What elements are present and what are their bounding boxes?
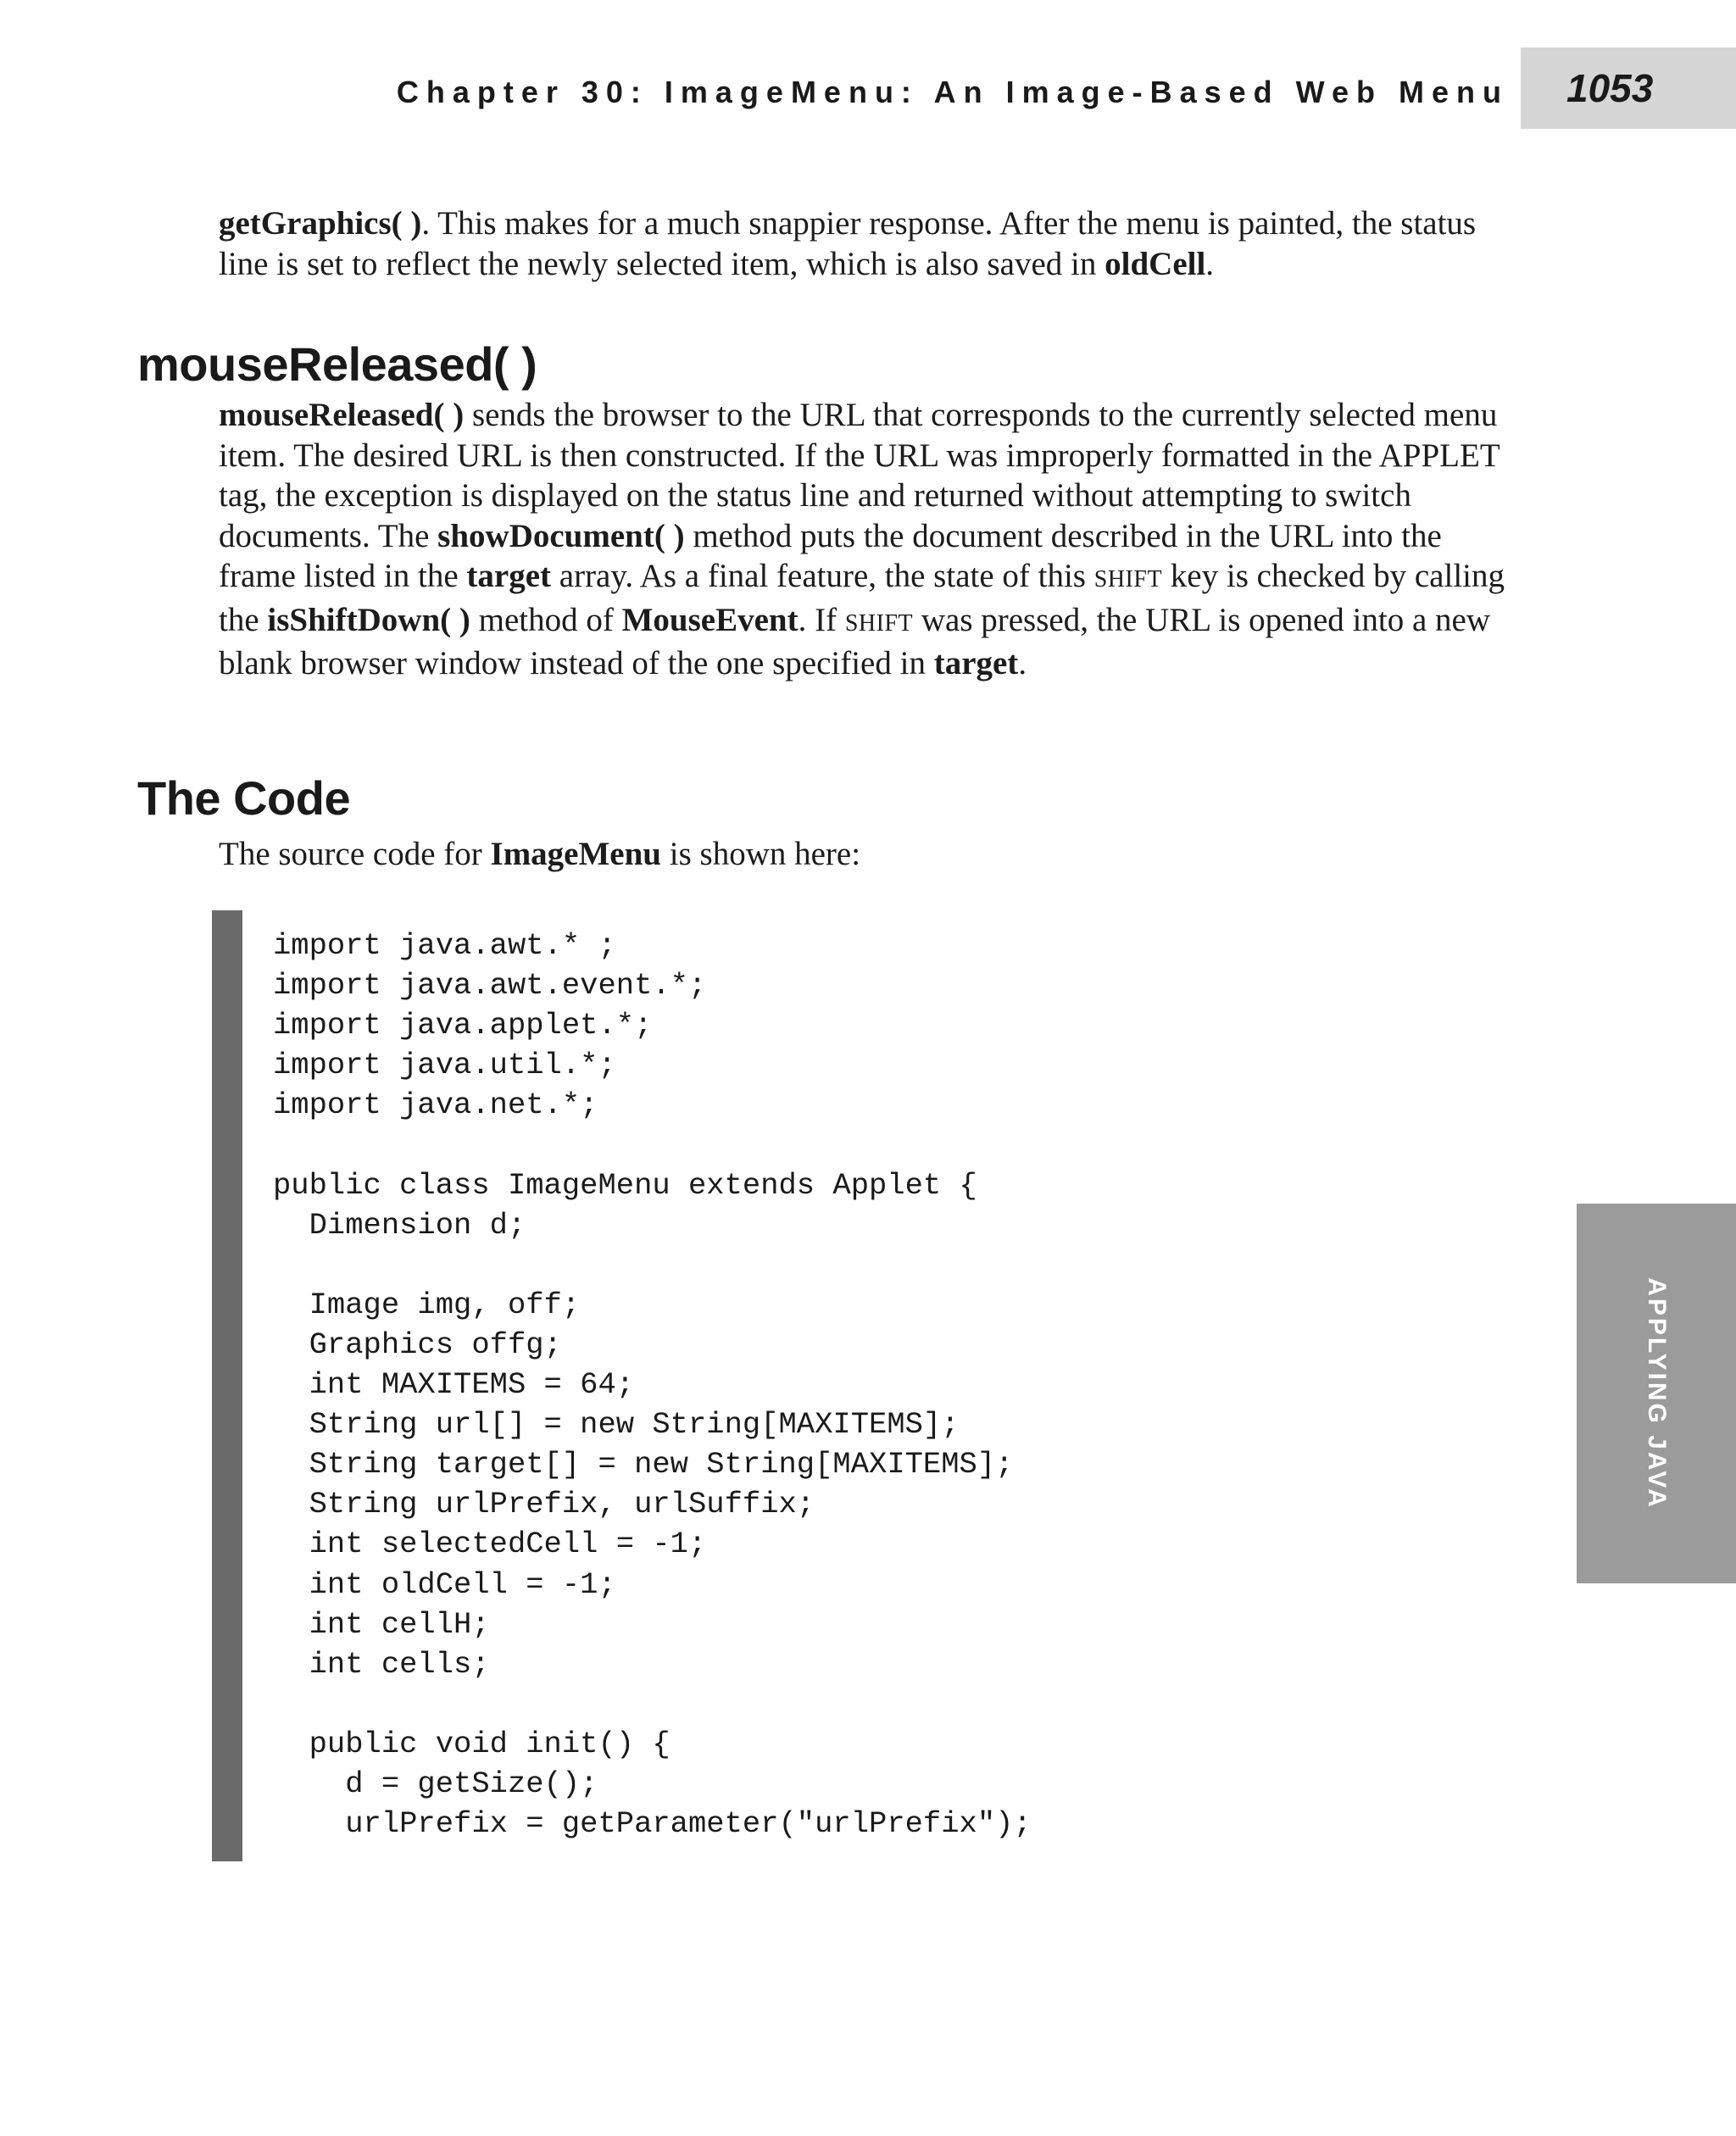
code-line: public class ImageMenu extends Applet { (273, 1167, 977, 1203)
section-heading-the-code: The Code (137, 771, 351, 825)
code-line: Graphics offg; (273, 1327, 562, 1362)
code-listing (273, 926, 1511, 1844)
section-thumb-tab-label: APPLYING JAVA (1643, 1277, 1671, 1510)
code-line: int cellH; (273, 1606, 490, 1642)
code-line: String urlPrefix, urlSuffix; (273, 1487, 815, 1522)
code-line: int cells; (273, 1646, 490, 1682)
code-line (273, 1125, 1511, 1165)
code-line (273, 1684, 1511, 1724)
code-line: int MAXITEMS = 64; (273, 1367, 635, 1403)
code-line: d = getSize(); (273, 1766, 598, 1801)
code-line: String target[] = new String[MAXITEMS]; (273, 1447, 1014, 1482)
mousereleased-paragraph: mouseReleased( ) sends the browser to the URL that corresponds to the currently selected menu item. The desired URL is then constructed. If the URL was improperly formatted in the APPLET tag, the exception is displayed on the status line and returned without attempting to switch documents. The showDocument( ) method puts the document described in the URL into the frame listed in the target array. As a final feature, the state of this SHIFT key is checked by calling the isShiftDown( ) method of MouseEvent. If SHIFT was pressed, the URL is opened into a new blank browser window instead of the one specified in target. (219, 397, 1505, 681)
code-line: import java.net.*; (273, 1087, 598, 1123)
code-line: import java.awt.* ; (273, 928, 616, 963)
key-name: SHIFT (844, 609, 914, 637)
section-heading-mousereleased: mouseReleased( ) (137, 337, 537, 391)
page-number: 1053 (1566, 66, 1654, 110)
code-line: import java.awt.event.*; (273, 968, 707, 1004)
inline-code-term: oldCell (1104, 245, 1206, 282)
intro-paragraph: getGraphics( ). This makes for a much snappier response. After the menu is painted, the status line is set to reflect the newly selected item, which is also saved in oldCell. (219, 205, 1477, 282)
code-line: String url[] = new String[MAXITEMS]; (273, 1407, 960, 1443)
inline-code-term: getGraphics( ) (219, 205, 422, 242)
section-thumb-tab (1577, 1204, 1736, 1583)
code-intro-paragraph: The source code for ImageMenu is shown here: (219, 836, 861, 872)
code-line: int oldCell = -1; (273, 1566, 616, 1602)
code-line: urlPrefix = getParameter("urlPrefix"); (273, 1806, 1032, 1842)
code-line: Dimension d; (273, 1207, 526, 1243)
key-name: SHIFT (1093, 566, 1163, 592)
code-line: int selectedCell = -1; (273, 1527, 707, 1562)
code-line: import java.applet.*; (273, 1008, 653, 1043)
running-header: Chapter 30: ImageMenu: An Image-Based Web Menu (396, 75, 1509, 109)
code-line: Image img, off; (273, 1287, 581, 1322)
code-listing-bar (212, 910, 242, 1861)
code-line: import java.util.*; (273, 1048, 616, 1083)
code-line (273, 1245, 1511, 1285)
code-line: public void init() { (273, 1726, 670, 1761)
